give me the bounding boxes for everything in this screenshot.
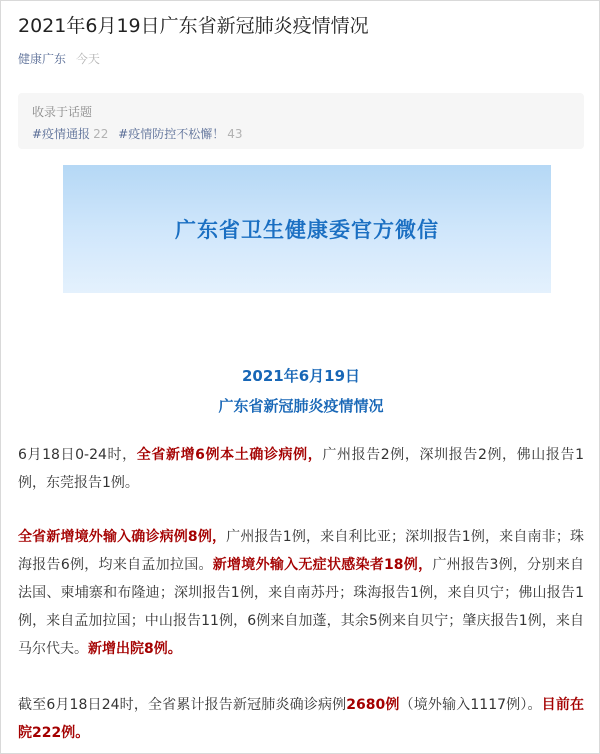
local-cases-paragraph: [18, 441, 584, 497]
article-title: 2021年6月19日广东省新冠肺炎疫情情况: [18, 15, 369, 37]
highlight-discharged: 新增出院8例。: [88, 641, 182, 657]
account-name-link[interactable]: 健康广东: [18, 52, 67, 66]
highlight-imported-cases: 全省新增境外输入确诊病例8例，: [18, 529, 227, 545]
highlight-local-cases: 全省新增6例本土确诊病例，: [136, 447, 323, 463]
text-segment: 6月18日0-24时，: [18, 447, 137, 463]
text-segment: （境外输入1117例）。: [399, 697, 542, 713]
text-segment: 广州报告3例，分别来自法国、柬埔寨和布隆迪；深圳报告1例，来自南苏丹；珠海报告1例，来自贝宁；佛山报告1例，来自孟加拉国；中山报告11例，6例来自加蓬，其余5例来自贝宁；肇庆报告1例，来自马尔代夫。: [18, 557, 584, 657]
topic-link-prevention[interactable]: [118, 127, 242, 141]
topic-collection-label: 收录于话题: [32, 105, 93, 119]
article-meta: [18, 50, 100, 67]
banner-text: 广东省卫生健康委官方微信: [175, 218, 439, 242]
highlight-in-hospital: 目前在院222例。: [18, 697, 584, 741]
text-segment: 广州报告2例，深圳报告2例，佛山报告1例，东莞报告1例。: [18, 447, 584, 491]
topic-count: 22: [93, 127, 109, 141]
official-account-banner: [63, 165, 551, 293]
report-subtitle-heading: 广东省新冠肺炎疫情情况: [218, 397, 384, 415]
highlight-asymptomatic: 新增境外输入无症状感染者18例，: [212, 557, 433, 573]
topic-collection-box: [18, 93, 584, 149]
text-segment: 截至6月18日24时，全省累计报告新冠肺炎确诊病例: [18, 697, 347, 713]
topic-list: [32, 125, 249, 142]
report-date-heading: 2021年6月19日: [241, 367, 361, 385]
topic-count: 43: [227, 127, 243, 141]
topic-link-epidemic-report[interactable]: [32, 127, 108, 141]
cumulative-cases-paragraph: [18, 691, 584, 747]
topic-name: #疫情防控不松懈！: [118, 127, 225, 141]
publish-time: 今天: [75, 52, 100, 66]
highlight-cumulative-total: 2680例: [346, 697, 400, 713]
imported-cases-paragraph: [18, 523, 584, 663]
topic-name: #疫情通报: [32, 127, 91, 141]
text-segment: 广州报告1例，来自利比亚；深圳报告1例，来自南非；珠海报告6例，均来自孟加拉国。: [18, 529, 584, 573]
